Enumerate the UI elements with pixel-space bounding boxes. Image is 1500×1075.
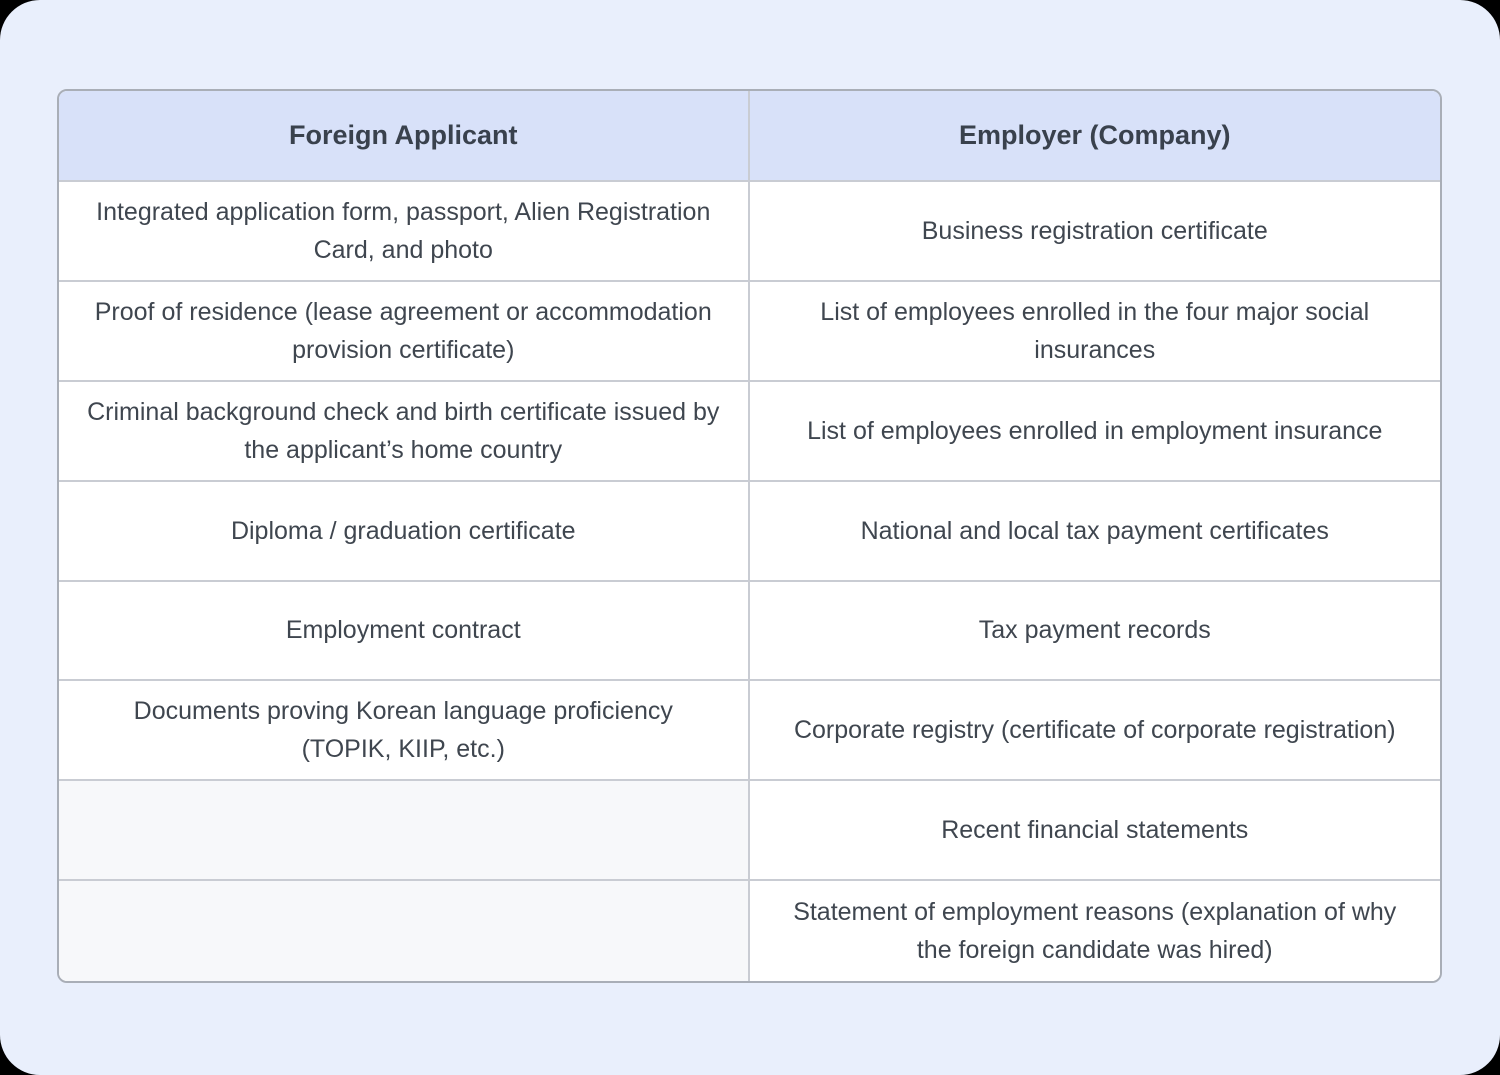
table-row [59,182,1440,282]
table-cell: Documents proving Korean language proficiency (TOPIK, KIIP, etc.) [59,681,750,781]
table-cell: Employment contract [59,582,750,682]
table-cell: Criminal background check and birth certificate issued by the applicant’s home country [59,382,750,482]
column-header-foreign-applicant: Foreign Applicant [59,91,750,182]
table-cell: Statement of employment reasons (explanation of why the foreign candidate was hired) [750,881,1441,981]
table-row [59,881,1440,981]
table-header [59,91,1440,182]
table-header-row [59,91,1440,182]
table-cell: Tax payment records [750,582,1441,682]
column-header-employer-company: Employer (Company) [750,91,1441,182]
table-cell: List of employees enrolled in employment insurance [750,382,1441,482]
table-row [59,282,1440,382]
table-cell: Integrated application form, passport, Alien Registration Card, and photo [59,182,750,282]
table-cell-empty [59,881,750,981]
requirements-table [59,91,1440,981]
table-cell: Business registration certificate [750,182,1441,282]
table-row [59,382,1440,482]
table-cell: Diploma / graduation certificate [59,482,750,582]
table-row [59,681,1440,781]
requirements-table-container [57,89,1442,983]
table-cell: National and local tax payment certificates [750,482,1441,582]
table-cell: Corporate registry (certificate of corporate registration) [750,681,1441,781]
table-cell: Recent financial statements [750,781,1441,881]
table-cell-empty [59,781,750,881]
table-cell: List of employees enrolled in the four major social insurances [750,282,1441,382]
table-row [59,781,1440,881]
table-body [59,182,1440,981]
table-row [59,482,1440,582]
table-cell: Proof of residence (lease agreement or accommodation provision certificate) [59,282,750,382]
table-row [59,582,1440,682]
